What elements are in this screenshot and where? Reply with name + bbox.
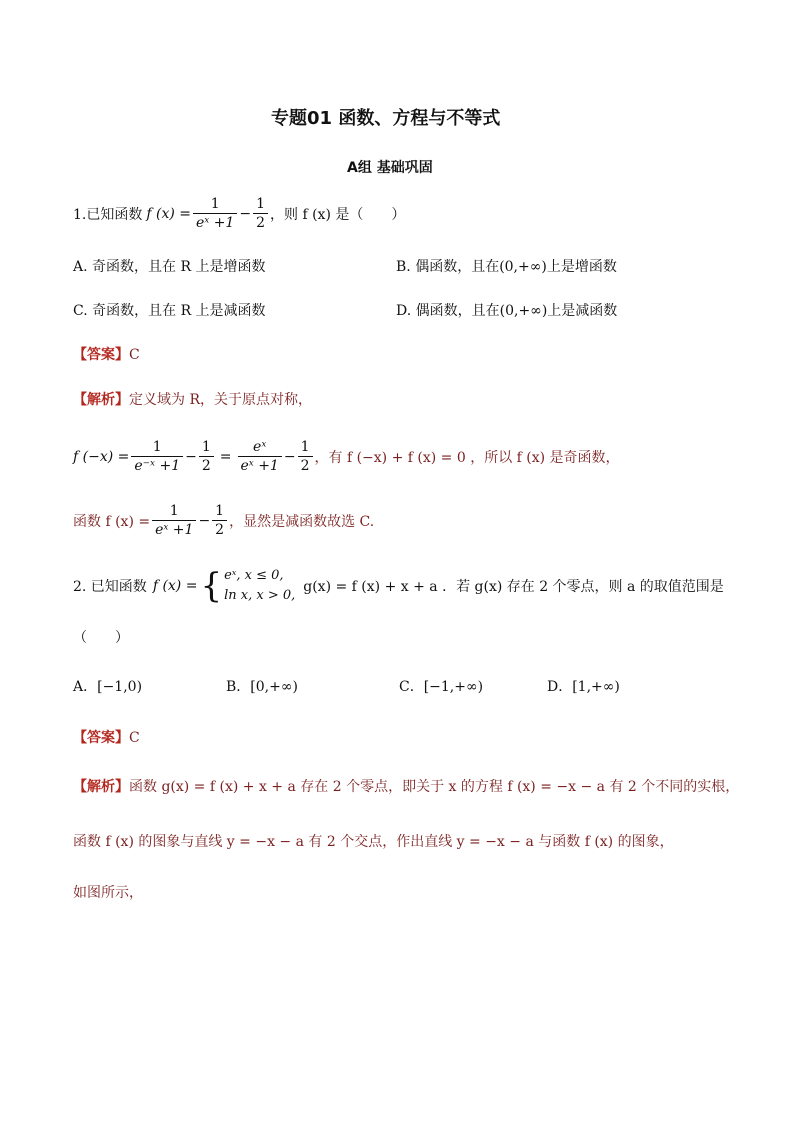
q1-answer-value: C [129, 347, 140, 363]
q2-option-d: D．[1,+∞) [547, 679, 620, 695]
q2-paren: （ ） [73, 630, 129, 646]
q1-l2-frac2-num: 1 [199, 439, 214, 457]
q1-fx: f (x) = [146, 205, 191, 222]
q2-answer-value: C [129, 730, 140, 746]
q2-piecewise-cases [224, 566, 295, 606]
q1-l2-frac3-den: eˣ +1 [240, 458, 279, 474]
q1-minus: − [239, 205, 252, 222]
q2-case1: eˣ, x ≤ 0, [224, 568, 284, 583]
q1-option-a: A. 奇函数，且在 R 上是增函数 [73, 259, 266, 275]
q1-l2-lhs: f (−x) = [73, 448, 130, 465]
q2-fx: f (x) = [152, 578, 198, 594]
q1-l2-frac4-den: 2 [300, 458, 310, 474]
q1-stem [73, 196, 405, 231]
q1-l3-frac2-num: 1 [212, 503, 227, 521]
q2-stem [73, 566, 724, 606]
group-heading: A组 基础巩固 [347, 160, 433, 176]
q1-explanation-line3 [73, 503, 374, 538]
q1-option-d: D. 偶函数，且在(0,+∞)上是减函数 [396, 303, 618, 319]
q1-frac2 [253, 196, 268, 231]
q1-explanation-label: 【解析】 [73, 392, 129, 408]
q2-explanation-line2: 函数 f (x) 的图象与直线 y = −x − a 有 2 个交点，作出直线 y = −x − a 与函数 f (x) 的图象， [73, 834, 674, 850]
q1-explanation-text1: 定义域为 R，关于原点对称， [129, 392, 312, 408]
q2-suffix: g(x) = f (x) + x + a ．若 g(x) 存在 2 个零点，则 a 的取值范围是 [303, 579, 724, 595]
q1-prefix: 1.已知函数 [73, 206, 143, 223]
q1-l2-frac3-num: eˣ [238, 439, 282, 457]
q1-l2-frac1-den: e⁻ˣ +1 [134, 458, 181, 474]
q1-l3-frac1 [152, 503, 196, 538]
q2-case2: ln x, x > 0, [224, 588, 296, 603]
q1-option-b: B. 偶函数，且在(0,+∞)上是增函数 [396, 259, 617, 275]
q1-answer [73, 344, 140, 364]
q1-l3-frac1-num: 1 [152, 503, 196, 521]
q2-answer [73, 727, 140, 747]
q2-explanation-line1 [73, 776, 739, 796]
q1-answer-label: 【答案】 [73, 347, 129, 363]
q2-answer-label: 【答案】 [73, 730, 129, 746]
q1-frac1-num: 1 [193, 196, 237, 214]
q1-l3-frac2-den: 2 [215, 522, 225, 538]
q2-explanation-text1: 函数 g(x) = f (x) + x + a 存在 2 个零点，即关于 x 的方程 f (x) = −x − a 有 2 个不同的实根， [129, 779, 740, 795]
q1-l2-frac2 [199, 439, 214, 474]
q2-explanation-line3: 如图所示， [73, 885, 143, 901]
q2-option-c: C．[−1,+∞) [399, 679, 484, 695]
q1-l2-equals: = [219, 448, 232, 465]
q1-option-c: C. 奇函数，且在 R 上是减函数 [73, 303, 266, 319]
q1-explanation-line1 [73, 389, 312, 409]
q1-l3-frac2 [212, 503, 227, 538]
q1-l3-head: 函数 f (x) = [73, 513, 151, 530]
q2-option-b: B．[0,+∞) [226, 679, 298, 695]
q1-l2-frac4-num: 1 [298, 439, 313, 457]
q1-frac1-den: eˣ +1 [196, 215, 235, 231]
q1-frac1 [193, 196, 237, 231]
q1-l2-frac3 [238, 439, 282, 474]
q1-l3-tail: ，显然是减函数故选 C. [229, 513, 375, 530]
q1-frac2-num: 1 [253, 196, 268, 214]
q1-l2-minus1: − [185, 448, 197, 465]
q1-l2-frac4 [298, 439, 313, 474]
q1-l2-frac1 [131, 439, 183, 474]
q2-option-a: A．[−1,0) [73, 679, 143, 695]
q1-l2-frac2-den: 2 [201, 458, 211, 474]
page-title: 专题01 函数、方程与不等式 [271, 108, 501, 129]
q1-suffix: ，则 f (x) 是（ ） [270, 206, 406, 223]
q1-l2-tail: ，有 f (−x) + f (x) = 0 ，所以 f (x) 是奇函数， [314, 449, 620, 466]
q1-l2-frac1-num: 1 [131, 439, 183, 457]
q1-l3-frac1-den: eˣ +1 [155, 522, 194, 538]
q1-l3-minus: − [198, 512, 211, 529]
q1-l2-minus2: − [283, 448, 296, 465]
q2-prefix: 2. 已知函数 [73, 579, 147, 595]
q1-frac2-den: 2 [256, 215, 265, 231]
q2-explanation-label: 【解析】 [73, 779, 129, 795]
left-brace-icon: { [200, 566, 223, 606]
q1-explanation-line2 [73, 439, 620, 474]
